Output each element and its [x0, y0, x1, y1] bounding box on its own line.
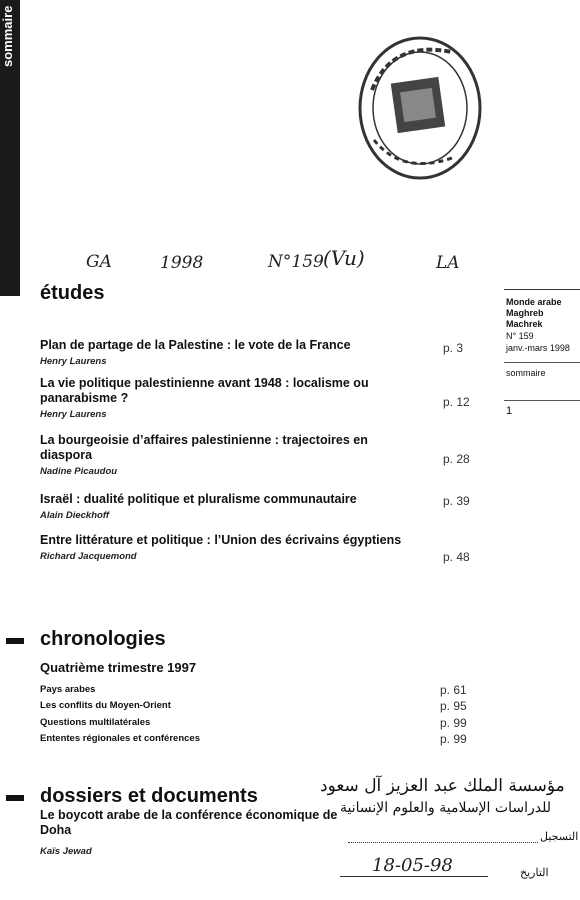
article-author: Nadine Picaudou [40, 466, 118, 477]
article-author: Henry Laurens [40, 356, 107, 367]
stamp-date: 18-05-98 [372, 855, 453, 876]
article-5 [40, 533, 410, 562]
sidebar-label: sommaire [0, 6, 15, 68]
section-bullet [6, 795, 24, 801]
article-author: Richard Jacquemond [40, 551, 137, 562]
dossier-author: Kaïs Jewad [40, 846, 92, 857]
journal-page: 1 [506, 405, 513, 417]
article-author: Henry Laurens [40, 409, 107, 420]
journal-date: janv.-mars 1998 [506, 343, 570, 353]
chronologies-subtitle: Quatrième trimestre 1997 [40, 660, 197, 675]
article-title: La vie politique palestinienne avant 1948 : localisme ou panarabisme ? [40, 376, 369, 405]
article-4 [40, 492, 440, 521]
article-1 [40, 338, 420, 367]
journal-name-1: Monde arabe [506, 297, 562, 307]
chronology-item: Les conflits du Moyen-Orient [40, 700, 171, 711]
article-page: p. 3 [443, 341, 464, 355]
chronology-page: p. 99 [440, 732, 467, 746]
journal-name-3: Machrek [506, 319, 543, 329]
article-3 [40, 433, 420, 477]
dossier-title: Le boycott arabe de la conférence économique de Doha [40, 808, 338, 837]
chronology-page: p. 95 [440, 699, 467, 713]
meta-top-rule [504, 289, 580, 290]
meta-rule-1 [504, 362, 580, 363]
seal-text [360, 80, 377, 81]
chronology-item: Pays arabes [40, 684, 96, 695]
chronology-page: p. 99 [440, 716, 467, 730]
section-title-chronologies: chronologies [40, 628, 166, 650]
stamp-line-2: للدراسات الإسلامية والعلوم الإنسانية [340, 800, 551, 816]
handwritten-2: 1998 [160, 253, 204, 273]
article-author: Alain Dieckhoff [40, 510, 109, 521]
article-page: p. 12 [443, 395, 470, 409]
handwritten-4: (Vu) [323, 246, 365, 270]
article-title: Plan de partage de la Palestine : le vote de la France [40, 338, 351, 352]
handwritten-1: GA [86, 252, 112, 272]
library-seal [352, 30, 482, 180]
stamp-date-label: التاريخ [520, 866, 549, 879]
article-page: p. 48 [443, 550, 470, 564]
article-title: Israël : dualité politique et pluralisme communautaire [40, 492, 357, 506]
journal-issue: N° 159 [506, 331, 534, 341]
article-2 [40, 376, 380, 420]
handwritten-5: LA [436, 253, 460, 273]
section-title-dossiers: dossiers et documents [40, 785, 258, 807]
stamp-line-1: مؤسسة الملك عبد العزيز آل سعود [320, 776, 565, 796]
section-bullet [6, 638, 24, 644]
chronology-item: Ententes régionales et conférences [40, 733, 200, 744]
section-title-etudes: études [40, 282, 105, 304]
article-page: p. 39 [443, 494, 470, 508]
journal-section: sommaire [506, 368, 546, 378]
journal-name-2: Maghreb [506, 308, 544, 318]
chronology-page: p. 61 [440, 683, 467, 697]
stamp-reg-label: التسجيل [540, 830, 579, 843]
article-title: La bourgeoisie d’affaires palestinienne : trajectoires en diaspora [40, 433, 368, 462]
handwritten-3: N°159 [268, 252, 324, 272]
article-page: p. 28 [443, 452, 470, 466]
stamp-reg-line [348, 842, 538, 843]
article-title: Entre littérature et politique : l’Union des écrivains égyptiens [40, 533, 402, 547]
chronology-item: Questions multilatérales [40, 717, 151, 728]
meta-rule-2 [504, 400, 580, 401]
stamp-date-line [340, 876, 488, 877]
